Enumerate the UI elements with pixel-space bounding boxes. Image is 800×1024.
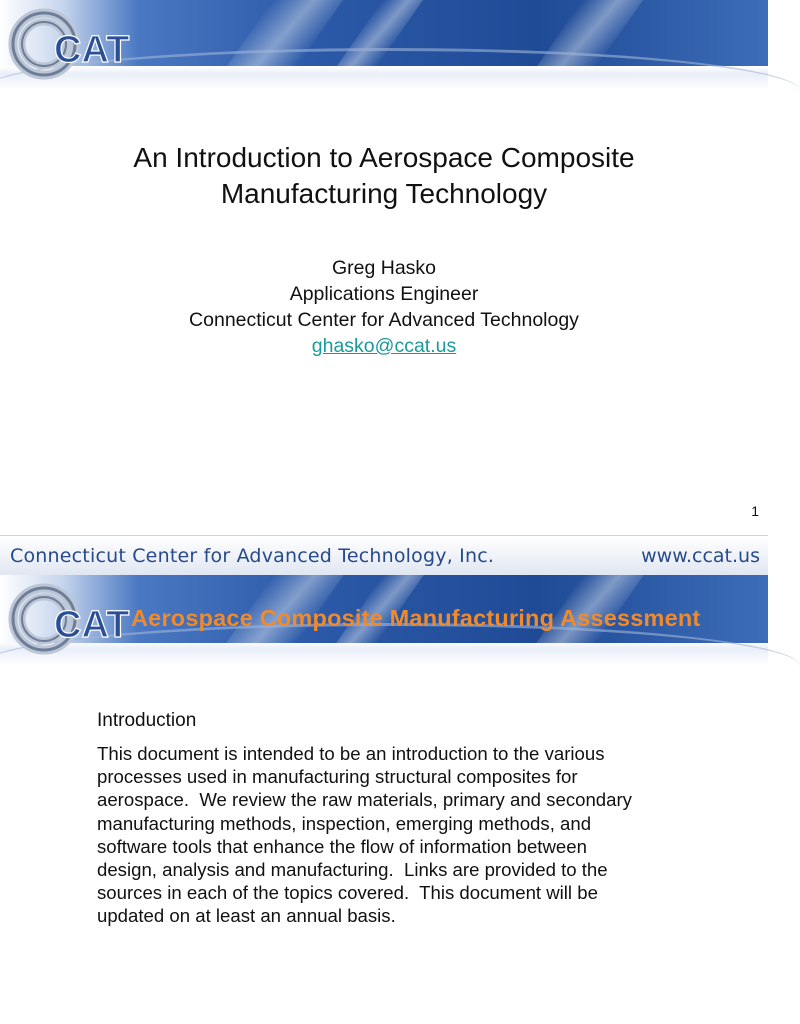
slide-title-line: An Introduction to Aerospace Composite [133, 142, 635, 173]
logo-text: CAT [54, 604, 130, 646]
body-line: This document is intended to be an introduction to the various [97, 743, 605, 764]
body-text [97, 742, 677, 928]
footer-company: Connecticut Center for Advanced Technology, Inc. [10, 545, 495, 567]
slide-heading: Aerospace Composite Manufacturing Assessment [131, 605, 701, 631]
body-line: sources in each of the topics covered. This document will be [97, 882, 598, 904]
body-line: updated on at least an annual basis. [97, 905, 396, 927]
author-block [0, 255, 768, 359]
section-title: Introduction [97, 710, 197, 731]
author-role: Applications Engineer [289, 283, 479, 305]
author-email-link[interactable]: ghasko@ccat.us [311, 335, 457, 357]
content-slide [0, 575, 768, 1024]
logo-text: CAT [54, 29, 130, 71]
body-line: manufacturing methods, inspection, emerging methods, and [97, 812, 592, 834]
author-org: Connecticut Center for Advanced Technology [189, 309, 579, 331]
page-number: 1 [751, 503, 759, 519]
slide-title [0, 140, 768, 212]
body-line: design, analysis and manufacturing. Links are provided to the [97, 859, 608, 881]
author-name: Greg Hasko [331, 257, 437, 279]
slide-title-line: Manufacturing Technology [220, 178, 548, 209]
ccat-logo [8, 6, 130, 82]
title-slide [0, 0, 768, 533]
body-line: processes used in manufacturing structural composites for [97, 766, 578, 788]
ccat-logo [8, 581, 130, 657]
footer-website-link[interactable]: www.ccat.us [641, 545, 760, 567]
footer-bar [0, 535, 768, 576]
body-line: software tools that enhance the flow of information between [97, 835, 587, 857]
body-line: aerospace. We review the raw materials, primary and secondary [97, 789, 632, 811]
